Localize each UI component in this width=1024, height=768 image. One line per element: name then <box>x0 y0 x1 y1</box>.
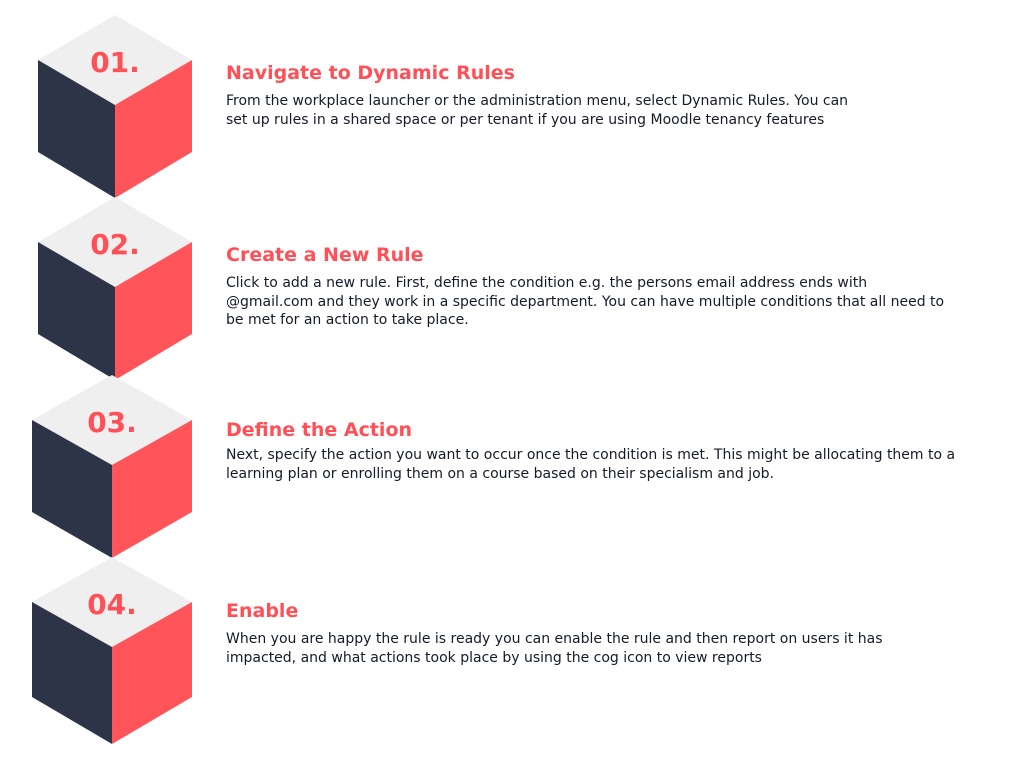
step-1-number: 01. <box>90 46 140 79</box>
step-4-number: 04. <box>87 588 137 621</box>
step-3-number: 03. <box>87 406 137 439</box>
step-4 <box>0 552 1024 742</box>
step-2-body: Click to add a new rule. First, define the condition e.g. the persons email address ends with @gmail.com and they work in a specific department. You can have multiple conditions that all need to be met for an action to take place. <box>226 275 945 328</box>
step-4-title: Enable <box>226 600 299 622</box>
step-2-number: 02. <box>90 228 140 261</box>
step-1 <box>0 10 1024 200</box>
step-1-title: Navigate to Dynamic Rules <box>226 62 515 84</box>
step-1-body: From the workplace launcher or the administration menu, select Dynamic Rules. You can set up rules in a shared space or per tenant if you are using Moodle tenancy features <box>226 93 849 128</box>
step-2 <box>0 192 1024 382</box>
step-3-title: Define the Action <box>226 419 413 441</box>
step-3 <box>0 370 1024 560</box>
step-2-cube-icon <box>30 192 200 382</box>
step-3-body: Next, specify the action you want to occur once the condition is met. This might be allocating them to a learning plan or enrolling them on a course based on their specialism and job. <box>226 447 956 482</box>
step-2-title: Create a New Rule <box>226 244 424 266</box>
step-3-cube-icon <box>30 370 200 560</box>
step-4-body: When you are happy the rule is ready you can enable the rule and then report on users it has impacted, and what actions took place by using the cog icon to view reports <box>226 631 883 666</box>
step-4-cube-icon <box>30 552 200 742</box>
step-1-cube-icon <box>30 10 200 200</box>
